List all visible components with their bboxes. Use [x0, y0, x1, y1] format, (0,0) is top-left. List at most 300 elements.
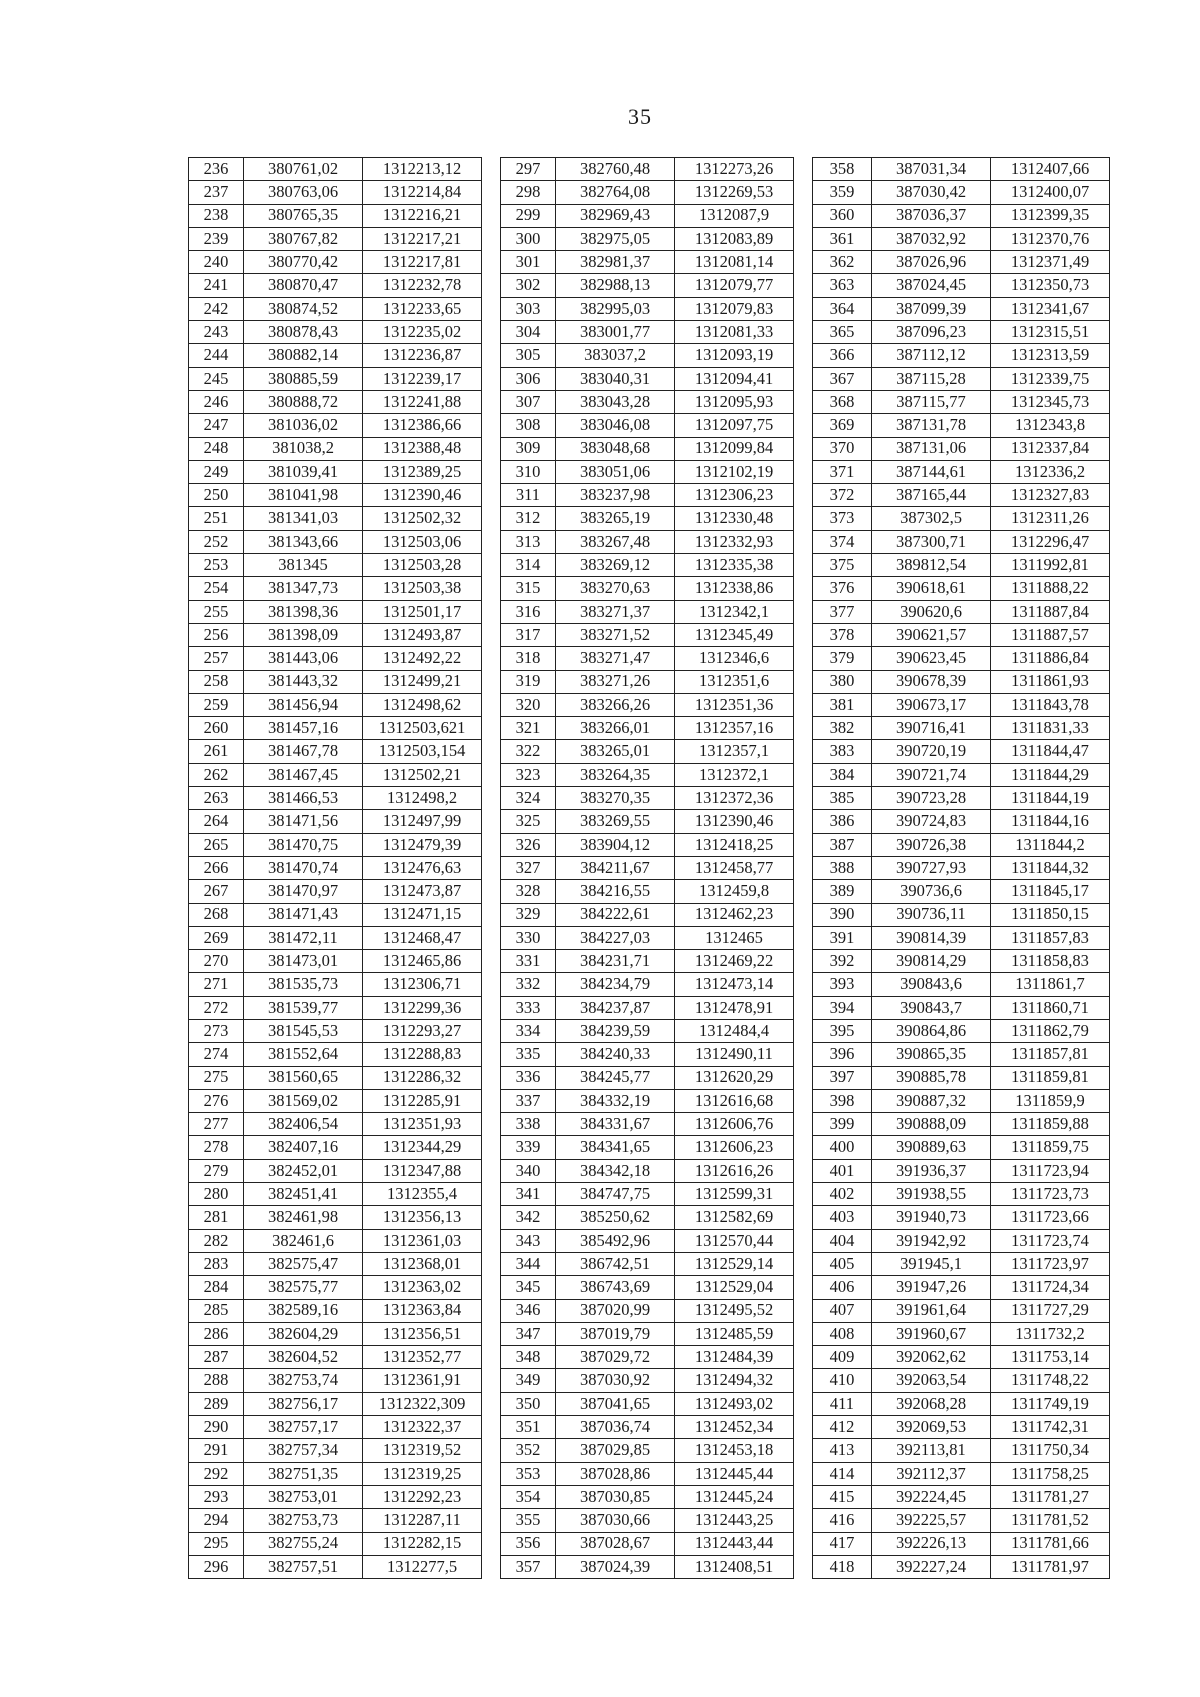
- x-coordinate-cell: 387300,71: [872, 530, 991, 553]
- y-coordinate-cell: 1312081,14: [675, 251, 794, 274]
- point-number-cell: 323: [501, 763, 556, 786]
- point-number-cell: 357: [501, 1555, 556, 1578]
- x-coordinate-cell: 390843,7: [872, 996, 991, 1019]
- x-coordinate-cell: 384211,67: [556, 856, 675, 879]
- x-coordinate-cell: 387032,92: [872, 227, 991, 250]
- point-number-cell: 384: [813, 763, 872, 786]
- point-number-cell: 354: [501, 1485, 556, 1508]
- x-coordinate-cell: 390736,11: [872, 903, 991, 926]
- x-coordinate-cell: 380765,35: [244, 204, 363, 227]
- table-row: [501, 530, 794, 553]
- x-coordinate-cell: 381347,73: [244, 577, 363, 600]
- table-row: [189, 530, 482, 553]
- table-row: [501, 950, 794, 973]
- x-coordinate-cell: 391940,73: [872, 1206, 991, 1229]
- point-number-cell: 418: [813, 1555, 872, 1578]
- x-coordinate-cell: 392068,28: [872, 1392, 991, 1415]
- y-coordinate-cell: 1311886,84: [991, 647, 1110, 670]
- x-coordinate-cell: 380874,52: [244, 297, 363, 320]
- table-row: [189, 1439, 482, 1462]
- y-coordinate-cell: 1311748,22: [991, 1369, 1110, 1392]
- point-number-cell: 332: [501, 973, 556, 996]
- table-row: [189, 227, 482, 250]
- y-coordinate-cell: 1312313,59: [991, 344, 1110, 367]
- table-row: [501, 1089, 794, 1112]
- coordinate-table-3: [812, 157, 1110, 1579]
- x-coordinate-cell: 382461,98: [244, 1206, 363, 1229]
- point-number-cell: 404: [813, 1229, 872, 1252]
- table-row: [189, 717, 482, 740]
- y-coordinate-cell: 1312390,46: [675, 810, 794, 833]
- y-coordinate-cell: 1312344,29: [363, 1136, 482, 1159]
- y-coordinate-cell: 1312476,63: [363, 856, 482, 879]
- x-coordinate-cell: 387024,45: [872, 274, 991, 297]
- y-coordinate-cell: 1311732,2: [991, 1322, 1110, 1345]
- table-row: [813, 833, 1110, 856]
- table-row: [813, 623, 1110, 646]
- table-row: [189, 367, 482, 390]
- y-coordinate-cell: 1312356,51: [363, 1322, 482, 1345]
- point-number-cell: 347: [501, 1322, 556, 1345]
- y-coordinate-cell: 1312616,26: [675, 1159, 794, 1182]
- point-number-cell: 285: [189, 1299, 244, 1322]
- point-number-cell: 319: [501, 670, 556, 693]
- x-coordinate-cell: 383271,47: [556, 647, 675, 670]
- point-number-cell: 346: [501, 1299, 556, 1322]
- x-coordinate-cell: 381560,65: [244, 1066, 363, 1089]
- x-coordinate-cell: 381535,73: [244, 973, 363, 996]
- table-row: [813, 530, 1110, 553]
- x-coordinate-cell: 382757,34: [244, 1439, 363, 1462]
- x-coordinate-cell: 385492,96: [556, 1229, 675, 1252]
- y-coordinate-cell: 1312350,73: [991, 274, 1110, 297]
- y-coordinate-cell: 1312322,309: [363, 1392, 482, 1415]
- point-number-cell: 254: [189, 577, 244, 600]
- table-row: [813, 414, 1110, 437]
- table-row: [501, 623, 794, 646]
- y-coordinate-cell: 1312529,04: [675, 1276, 794, 1299]
- y-coordinate-cell: 1312332,93: [675, 530, 794, 553]
- point-number-cell: 345: [501, 1276, 556, 1299]
- y-coordinate-cell: 1312339,75: [991, 367, 1110, 390]
- table-row: [189, 1346, 482, 1369]
- table-row: [189, 1229, 482, 1252]
- y-coordinate-cell: 1312102,19: [675, 460, 794, 483]
- table-row: [189, 460, 482, 483]
- table-row: [813, 1019, 1110, 1042]
- point-number-cell: 286: [189, 1322, 244, 1345]
- y-coordinate-cell: 1312087,9: [675, 204, 794, 227]
- point-number-cell: 360: [813, 204, 872, 227]
- point-number-cell: 317: [501, 623, 556, 646]
- x-coordinate-cell: 383037,2: [556, 344, 675, 367]
- table-row: [501, 437, 794, 460]
- x-coordinate-cell: 385250,62: [556, 1206, 675, 1229]
- point-number-cell: 279: [189, 1159, 244, 1182]
- point-number-cell: 335: [501, 1043, 556, 1066]
- x-coordinate-cell: 382981,37: [556, 251, 675, 274]
- table-row: [501, 1439, 794, 1462]
- y-coordinate-cell: 1311861,7: [991, 973, 1110, 996]
- table-row: [501, 880, 794, 903]
- point-number-cell: 351: [501, 1416, 556, 1439]
- table-row: [189, 484, 482, 507]
- table-row: [501, 810, 794, 833]
- y-coordinate-cell: 1311857,83: [991, 926, 1110, 949]
- y-coordinate-cell: 1312582,69: [675, 1206, 794, 1229]
- y-coordinate-cell: 1312503,38: [363, 577, 482, 600]
- y-coordinate-cell: 1312213,12: [363, 158, 482, 181]
- table-row: [189, 321, 482, 344]
- x-coordinate-cell: 387099,39: [872, 297, 991, 320]
- table-row: [501, 1485, 794, 1508]
- x-coordinate-cell: 381467,78: [244, 740, 363, 763]
- y-coordinate-cell: 1312357,1: [675, 740, 794, 763]
- point-number-cell: 255: [189, 600, 244, 623]
- x-coordinate-cell: 383051,06: [556, 460, 675, 483]
- point-number-cell: 326: [501, 833, 556, 856]
- x-coordinate-cell: 384342,18: [556, 1159, 675, 1182]
- y-coordinate-cell: 1312346,6: [675, 647, 794, 670]
- x-coordinate-cell: 390887,32: [872, 1089, 991, 1112]
- x-coordinate-cell: 383267,48: [556, 530, 675, 553]
- table-row: [813, 787, 1110, 810]
- point-number-cell: 264: [189, 810, 244, 833]
- x-coordinate-cell: 387030,92: [556, 1369, 675, 1392]
- point-number-cell: 415: [813, 1485, 872, 1508]
- point-number-cell: 387: [813, 833, 872, 856]
- table-row: [813, 763, 1110, 786]
- table-row: [501, 344, 794, 367]
- y-coordinate-cell: 1311723,73: [991, 1183, 1110, 1206]
- point-number-cell: 399: [813, 1113, 872, 1136]
- table-row: [813, 158, 1110, 181]
- x-coordinate-cell: 390726,38: [872, 833, 991, 856]
- table-row: [813, 1346, 1110, 1369]
- x-coordinate-cell: 384747,75: [556, 1183, 675, 1206]
- x-coordinate-cell: 384239,59: [556, 1019, 675, 1042]
- y-coordinate-cell: 1312347,88: [363, 1159, 482, 1182]
- y-coordinate-cell: 1312616,68: [675, 1089, 794, 1112]
- x-coordinate-cell: 387041,65: [556, 1392, 675, 1415]
- point-number-cell: 248: [189, 437, 244, 460]
- x-coordinate-cell: 382751,35: [244, 1462, 363, 1485]
- x-coordinate-cell: 390721,74: [872, 763, 991, 786]
- page-number: 35: [628, 104, 652, 129]
- y-coordinate-cell: 1312099,84: [675, 437, 794, 460]
- table-row: [501, 1066, 794, 1089]
- x-coordinate-cell: 387096,23: [872, 321, 991, 344]
- table-row: [189, 251, 482, 274]
- point-number-cell: 350: [501, 1392, 556, 1415]
- x-coordinate-cell: 382461,6: [244, 1229, 363, 1252]
- x-coordinate-cell: 390814,29: [872, 950, 991, 973]
- point-number-cell: 406: [813, 1276, 872, 1299]
- x-coordinate-cell: 390814,39: [872, 926, 991, 949]
- x-coordinate-cell: 383271,52: [556, 623, 675, 646]
- table-row: [189, 973, 482, 996]
- y-coordinate-cell: 1312315,51: [991, 321, 1110, 344]
- point-number-cell: 334: [501, 1019, 556, 1042]
- y-coordinate-cell: 1312079,83: [675, 297, 794, 320]
- x-coordinate-cell: 380882,14: [244, 344, 363, 367]
- x-coordinate-cell: 389812,54: [872, 554, 991, 577]
- y-coordinate-cell: 1312285,91: [363, 1089, 482, 1112]
- y-coordinate-cell: 1312356,13: [363, 1206, 482, 1229]
- point-number-cell: 242: [189, 297, 244, 320]
- x-coordinate-cell: 384341,65: [556, 1136, 675, 1159]
- point-number-cell: 244: [189, 344, 244, 367]
- y-coordinate-cell: 1312485,59: [675, 1322, 794, 1345]
- point-number-cell: 375: [813, 554, 872, 577]
- x-coordinate-cell: 383266,26: [556, 693, 675, 716]
- table-row: [189, 1159, 482, 1182]
- point-number-cell: 271: [189, 973, 244, 996]
- x-coordinate-cell: 391947,26: [872, 1276, 991, 1299]
- x-coordinate-cell: 387112,12: [872, 344, 991, 367]
- table-row: [189, 1299, 482, 1322]
- x-coordinate-cell: 387024,39: [556, 1555, 675, 1578]
- point-number-cell: 300: [501, 227, 556, 250]
- point-number-cell: 383: [813, 740, 872, 763]
- x-coordinate-cell: 387029,85: [556, 1439, 675, 1462]
- y-coordinate-cell: 1312094,41: [675, 367, 794, 390]
- point-number-cell: 394: [813, 996, 872, 1019]
- point-number-cell: 338: [501, 1113, 556, 1136]
- table-row: [501, 484, 794, 507]
- table-row: [813, 297, 1110, 320]
- table-row: [501, 321, 794, 344]
- x-coordinate-cell: 390727,93: [872, 856, 991, 879]
- y-coordinate-cell: 1311860,71: [991, 996, 1110, 1019]
- x-coordinate-cell: 383001,77: [556, 321, 675, 344]
- y-coordinate-cell: 1312338,86: [675, 577, 794, 600]
- point-number-cell: 364: [813, 297, 872, 320]
- point-number-cell: 275: [189, 1066, 244, 1089]
- table-row: [189, 647, 482, 670]
- x-coordinate-cell: 381343,66: [244, 530, 363, 553]
- table-row: [813, 1113, 1110, 1136]
- y-coordinate-cell: 1312093,19: [675, 344, 794, 367]
- x-coordinate-cell: 390724,83: [872, 810, 991, 833]
- point-number-cell: 265: [189, 833, 244, 856]
- x-coordinate-cell: 387131,78: [872, 414, 991, 437]
- table-row: [189, 740, 482, 763]
- x-coordinate-cell: 387302,5: [872, 507, 991, 530]
- y-coordinate-cell: 1311887,57: [991, 623, 1110, 646]
- y-coordinate-cell: 1312459,8: [675, 880, 794, 903]
- y-coordinate-cell: 1311844,19: [991, 787, 1110, 810]
- table-row: [813, 950, 1110, 973]
- table-row: [501, 1322, 794, 1345]
- point-number-cell: 359: [813, 181, 872, 204]
- x-coordinate-cell: 380870,47: [244, 274, 363, 297]
- y-coordinate-cell: 1311781,97: [991, 1555, 1110, 1578]
- y-coordinate-cell: 1311888,22: [991, 577, 1110, 600]
- x-coordinate-cell: 387036,74: [556, 1416, 675, 1439]
- y-coordinate-cell: 1312296,47: [991, 530, 1110, 553]
- y-coordinate-cell: 1312493,87: [363, 623, 482, 646]
- point-number-cell: 397: [813, 1066, 872, 1089]
- table-row: [501, 1462, 794, 1485]
- x-coordinate-cell: 382575,47: [244, 1252, 363, 1275]
- table-row: [813, 903, 1110, 926]
- y-coordinate-cell: 1312503,621: [363, 717, 482, 740]
- point-number-cell: 320: [501, 693, 556, 716]
- y-coordinate-cell: 1312214,84: [363, 181, 482, 204]
- y-coordinate-cell: 1312371,49: [991, 251, 1110, 274]
- x-coordinate-cell: 384332,19: [556, 1089, 675, 1112]
- point-number-cell: 314: [501, 554, 556, 577]
- y-coordinate-cell: 1312503,06: [363, 530, 482, 553]
- table-row: [813, 321, 1110, 344]
- y-coordinate-cell: 1312443,25: [675, 1509, 794, 1532]
- y-coordinate-cell: 1312443,44: [675, 1532, 794, 1555]
- table-row: [501, 1159, 794, 1182]
- point-number-cell: 356: [501, 1532, 556, 1555]
- point-number-cell: 381: [813, 693, 872, 716]
- y-coordinate-cell: 1312471,15: [363, 903, 482, 926]
- y-coordinate-cell: 1312357,16: [675, 717, 794, 740]
- y-coordinate-cell: 1311831,33: [991, 717, 1110, 740]
- table-row: [501, 903, 794, 926]
- point-number-cell: 340: [501, 1159, 556, 1182]
- y-coordinate-cell: 1312216,21: [363, 204, 482, 227]
- y-coordinate-cell: 1312351,6: [675, 670, 794, 693]
- point-number-cell: 316: [501, 600, 556, 623]
- table-row: [501, 1392, 794, 1415]
- y-coordinate-cell: 1311862,79: [991, 1019, 1110, 1042]
- y-coordinate-cell: 1312372,36: [675, 787, 794, 810]
- y-coordinate-cell: 1312361,03: [363, 1229, 482, 1252]
- point-number-cell: 305: [501, 344, 556, 367]
- y-coordinate-cell: 1311857,81: [991, 1043, 1110, 1066]
- x-coordinate-cell: 381472,11: [244, 926, 363, 949]
- table-row: [189, 1485, 482, 1508]
- y-coordinate-cell: 1312306,23: [675, 484, 794, 507]
- x-coordinate-cell: 383904,12: [556, 833, 675, 856]
- y-coordinate-cell: 1312363,02: [363, 1276, 482, 1299]
- y-coordinate-cell: 1312492,22: [363, 647, 482, 670]
- point-number-cell: 372: [813, 484, 872, 507]
- table-row: [813, 1183, 1110, 1206]
- y-coordinate-cell: 1312498,62: [363, 693, 482, 716]
- y-coordinate-cell: 1311859,88: [991, 1113, 1110, 1136]
- table-row: [813, 1532, 1110, 1555]
- point-number-cell: 403: [813, 1206, 872, 1229]
- y-coordinate-cell: 1312342,1: [675, 600, 794, 623]
- x-coordinate-cell: 387019,79: [556, 1322, 675, 1345]
- point-number-cell: 267: [189, 880, 244, 903]
- x-coordinate-cell: 383048,68: [556, 437, 675, 460]
- x-coordinate-cell: 383270,63: [556, 577, 675, 600]
- x-coordinate-cell: 383271,26: [556, 670, 675, 693]
- x-coordinate-cell: 380770,42: [244, 251, 363, 274]
- point-number-cell: 263: [189, 787, 244, 810]
- y-coordinate-cell: 1312277,5: [363, 1555, 482, 1578]
- y-coordinate-cell: 1312620,29: [675, 1066, 794, 1089]
- y-coordinate-cell: 1312458,77: [675, 856, 794, 879]
- point-number-cell: 240: [189, 251, 244, 274]
- point-number-cell: 239: [189, 227, 244, 250]
- y-coordinate-cell: 1311758,25: [991, 1462, 1110, 1485]
- y-coordinate-cell: 1312351,36: [675, 693, 794, 716]
- x-coordinate-cell: 382451,41: [244, 1183, 363, 1206]
- table-row: [813, 1392, 1110, 1415]
- x-coordinate-cell: 392226,13: [872, 1532, 991, 1555]
- point-number-cell: 290: [189, 1416, 244, 1439]
- point-number-cell: 402: [813, 1183, 872, 1206]
- table-row: [813, 600, 1110, 623]
- table-row: [189, 181, 482, 204]
- point-number-cell: 289: [189, 1392, 244, 1415]
- x-coordinate-cell: 390621,57: [872, 623, 991, 646]
- table-row: [501, 414, 794, 437]
- table-row: [813, 996, 1110, 1019]
- point-number-cell: 369: [813, 414, 872, 437]
- y-coordinate-cell: 1312495,52: [675, 1299, 794, 1322]
- x-coordinate-cell: 387144,61: [872, 460, 991, 483]
- y-coordinate-cell: 1311844,16: [991, 810, 1110, 833]
- y-coordinate-cell: 1312236,87: [363, 344, 482, 367]
- table-row: [501, 554, 794, 577]
- table-row: [813, 437, 1110, 460]
- table-row: [189, 274, 482, 297]
- y-coordinate-cell: 1311992,81: [991, 554, 1110, 577]
- y-coordinate-cell: 1312399,35: [991, 204, 1110, 227]
- x-coordinate-cell: 381041,98: [244, 484, 363, 507]
- y-coordinate-cell: 1312292,23: [363, 1485, 482, 1508]
- y-coordinate-cell: 1312493,02: [675, 1392, 794, 1415]
- y-coordinate-cell: 1312388,48: [363, 437, 482, 460]
- x-coordinate-cell: 380761,02: [244, 158, 363, 181]
- point-number-cell: 355: [501, 1509, 556, 1532]
- point-number-cell: 416: [813, 1509, 872, 1532]
- y-coordinate-cell: 1312232,78: [363, 274, 482, 297]
- table-row: [813, 1089, 1110, 1112]
- y-coordinate-cell: 1311843,78: [991, 693, 1110, 716]
- y-coordinate-cell: 1311859,9: [991, 1089, 1110, 1112]
- point-number-cell: 363: [813, 274, 872, 297]
- x-coordinate-cell: 381457,16: [244, 717, 363, 740]
- y-coordinate-cell: 1312095,93: [675, 390, 794, 413]
- point-number-cell: 301: [501, 251, 556, 274]
- table-row: [813, 973, 1110, 996]
- y-coordinate-cell: 1312606,23: [675, 1136, 794, 1159]
- y-coordinate-cell: 1312408,51: [675, 1555, 794, 1578]
- table-row: [189, 1369, 482, 1392]
- x-coordinate-cell: 380763,06: [244, 181, 363, 204]
- table-row: [813, 856, 1110, 879]
- point-number-cell: 410: [813, 1369, 872, 1392]
- point-number-cell: 256: [189, 623, 244, 646]
- y-coordinate-cell: 1312299,36: [363, 996, 482, 1019]
- y-coordinate-cell: 1312501,17: [363, 600, 482, 623]
- table-row: [189, 1136, 482, 1159]
- table-row: [501, 181, 794, 204]
- coordinate-table-2: [500, 157, 794, 1579]
- x-coordinate-cell: 381036,02: [244, 414, 363, 437]
- y-coordinate-cell: 1311781,27: [991, 1485, 1110, 1508]
- x-coordinate-cell: 381443,06: [244, 647, 363, 670]
- y-coordinate-cell: 1312478,91: [675, 996, 794, 1019]
- table-row: [813, 1509, 1110, 1532]
- x-coordinate-cell: 382764,08: [556, 181, 675, 204]
- y-coordinate-cell: 1312235,02: [363, 321, 482, 344]
- point-number-cell: 336: [501, 1066, 556, 1089]
- y-coordinate-cell: 1312445,44: [675, 1462, 794, 1485]
- x-coordinate-cell: 387131,06: [872, 437, 991, 460]
